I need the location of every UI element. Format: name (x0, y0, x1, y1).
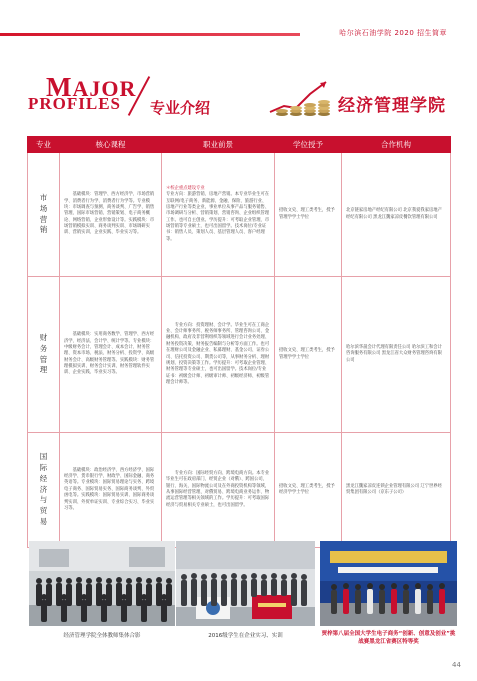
col-header-degree: 学位授予 (275, 137, 342, 153)
col-header-major: 专业 (28, 137, 60, 153)
header-text: 哈尔滨石油学院 2020 招生简章 (339, 29, 447, 37)
partner-orgs: 哈尔滨华晟会计代理有限责任公司 哈尔滨工和会计咨询服务有限公司 黑龙江省大众财务管理咨询有限公司 (342, 277, 451, 433)
core-courses: 基础模块：管理学、西方经济学、市场营销学、消费者行为学、消费者行为学等。专业模块：市场调查与预测、商务谈判、广告学、销售管理、国际市场营销、营销策划、电子商务概论、网络营销、企业形象设计等。实践模块：市场营销模拟实训、商务谈判实训、市场调研实训、营销实训、企业实践、毕业实习等。 (60, 153, 162, 277)
page-number: 44 (452, 661, 461, 669)
col-header-courses: 核心课程 (60, 137, 162, 153)
career-prospects: 专业方向：投资理财、会计学。毕业生可在工商企业、会计师事务所、税务师事务所、管理咨询公司、金融机构、政府及非营利组织等领域进行会计业务处理、财务投资决策、财务报告编制与分析等方面工作。也可在理财公司及金融企业、私募理财、基金公司、证券公司、信托投资公司、期货公司等，从事财务分析、理财规划、投资决策等工作。学历提升：可考取企业管理、财务管理等专业硕士，也可出国留学。技术岗位/专业证书：初级会计师、初级审计师、初级经济师、初级管理会计师等。 (162, 277, 275, 433)
award-photo (320, 541, 457, 626)
college-name: 经济管理学院 (338, 96, 446, 116)
majors-table (27, 136, 451, 548)
degree-awarded: 招收文史、理工类考生，授予管理学学士学位 (275, 277, 342, 433)
table-row (28, 433, 451, 548)
table-row (28, 153, 451, 277)
col-header-career: 职业前景 (162, 137, 275, 153)
title-en-profiles: PROFILES (28, 94, 122, 113)
photo-caption: 贾梓第八届全国大学生电子商务“创新、创意及创业”挑战赛黑龙江省赛区特等奖 (321, 631, 456, 645)
partner-orgs: 黑龙江魏家凉皮连锁企业管理有限公司 辽宁世界经贸集团有限公司（京东子公司） (342, 433, 451, 548)
career-prospects: ＊校企重点建设专业 专业方向：旅游营销、房地产营销。本专业毕业生可在互联网/电子商务、新能源、金融、保险、旅游行业、房地产行业等类企业，事业单位从事产品与服务销售、市场调研与分析、营销策划、营销咨询、企业组织管理工作。也可自主创业。学历提升：可考取企业管理、市场营销等专业硕士，也可出国留学。技术岗位/专业证书：销售人员、策划人员、基层管理人员、客户经理等。 (162, 153, 275, 277)
major-name: 市 场 营 销 (28, 153, 60, 277)
degree-awarded: 招收文史、理工类考生，授予管理学学士学位 (275, 153, 342, 277)
internship-photo (176, 541, 315, 626)
photo-caption: 经济管理学院全体教师集体合影 (63, 633, 141, 639)
key-program-badge: ＊校企重点建设专业 (166, 185, 205, 191)
coins-chart-icon (268, 78, 334, 118)
title-cn: 专业介绍 (150, 99, 211, 117)
career-prospects: 专业方向：国际经贸方向、跨境电商方向。本专业毕业生可在政府部门、经贸企业（对俄）、跨国公司、银行、海关、国际物流公司及在外商投资机构等领域，从事国际经营管理、对俄贸易、跨境电商业务运作、物流运营管理等相关领域的工作。学历提升：可考取国际经济与贸易相关专业硕士，也可出国留学。 (162, 433, 275, 548)
table-row (28, 277, 451, 433)
header-stripe (0, 33, 300, 36)
photo-caption: 2016级学生在企业实习、实训 (208, 633, 283, 639)
core-courses: 基础模块：政治经济学、西方经济学、国际经济学、货币银行学、财政学、国际金融、商务英语等。专业模块：国际贸易理论与实务、跨境电子商务、国际贸易实务、国际商务谈判、外贸函电等。实践模块：国际贸易实训、国际商务谈判实训、外贸单证实训、专业综合实习、毕业实习等。 (60, 433, 162, 548)
partner-orgs: 北京链家房地产经纪有限公司 北京我爱我家房地产经纪有限公司 黑龙江魏家凉皮餐饮管理有限公司 (342, 153, 451, 277)
faculty-group-photo (29, 541, 175, 626)
title-en-major: MAJOR (46, 72, 137, 102)
section-title (0, 70, 477, 120)
major-name: 财 务 管 理 (28, 277, 60, 433)
col-header-org: 合作机构 (342, 137, 451, 153)
table-header-row (28, 137, 451, 153)
top-bar (0, 28, 477, 42)
major-name: 国 际 经 济 与 贸 易 (28, 433, 60, 548)
core-courses: 基础模块：实用商务数学、管理学、西方经济学、经济法、会计学、统计学等。专业模块：中级财务会计、管理会计、成本会计、财务管理、资本市场、税法、财务分析、投资学、高级财务会计、高级财务管理等。实践模块：财务管理模拟实训、财务会计实训、财务管理软件实训、企业实践、毕业实习等。 (60, 277, 162, 433)
degree-awarded: 招收文史、理工类考生，授予经济学学士学位 (275, 433, 342, 548)
